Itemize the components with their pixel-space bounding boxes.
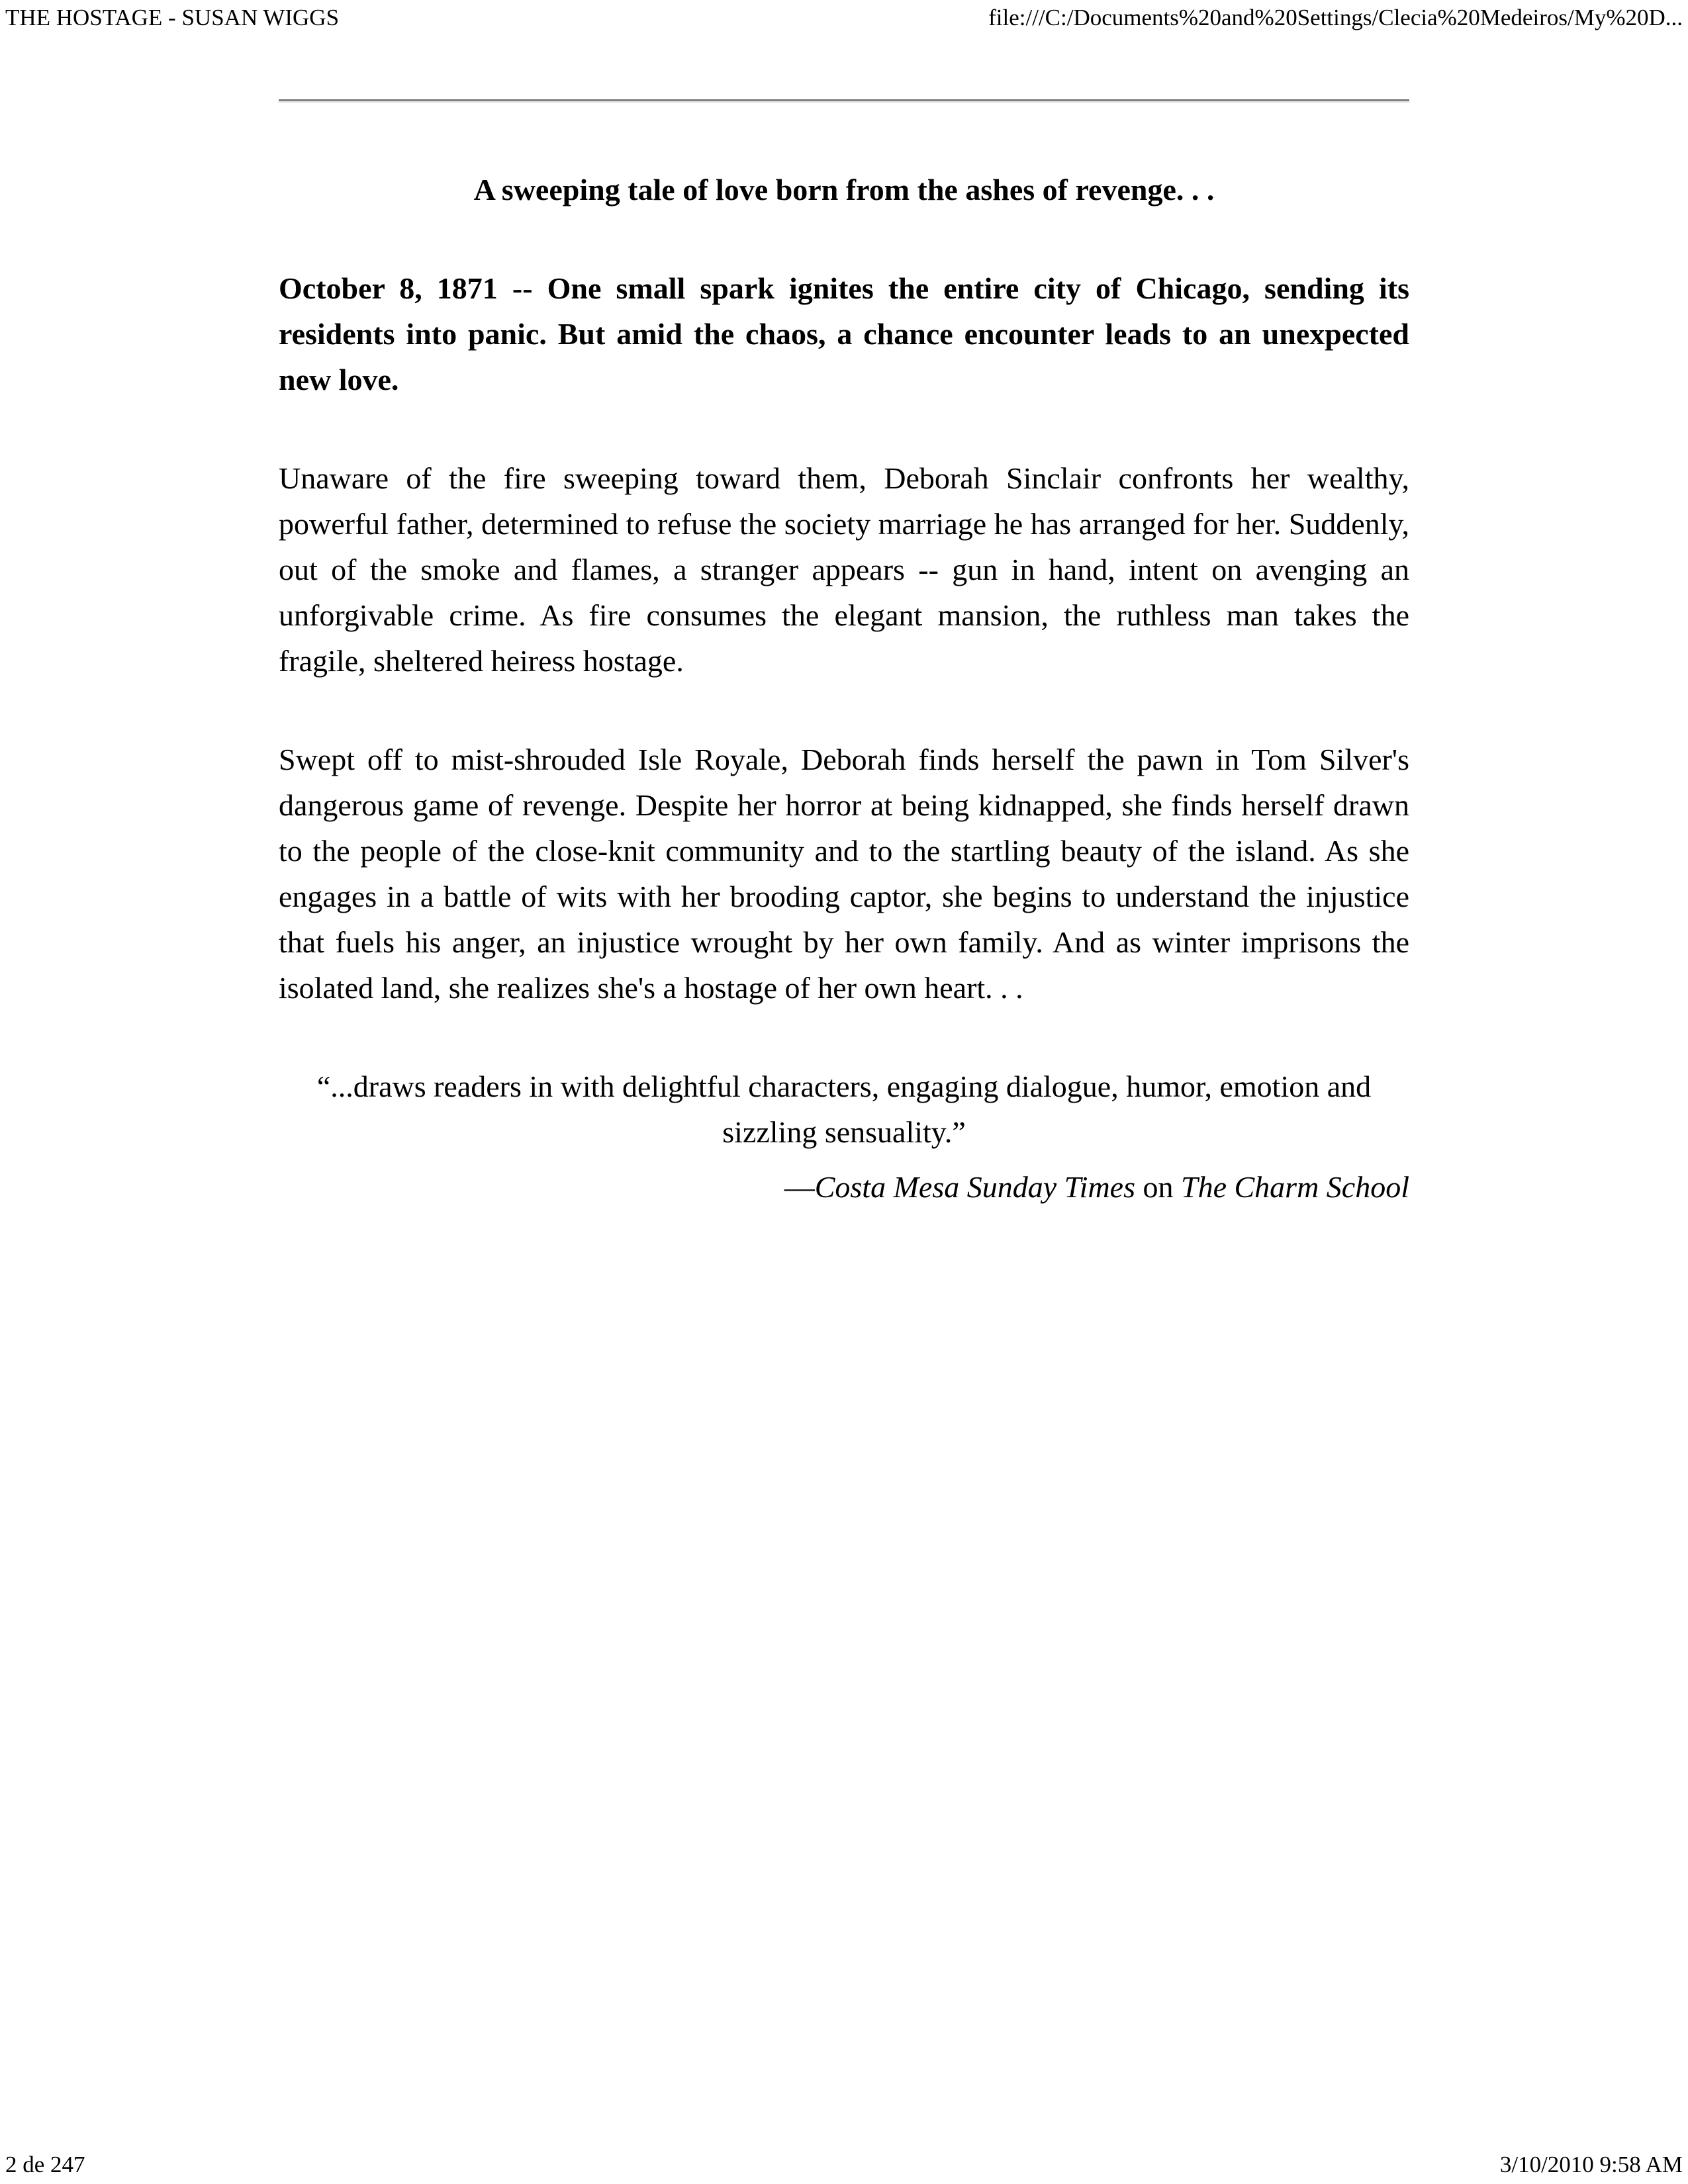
attribution-dash: — (784, 1170, 815, 1204)
attribution-source: Costa Mesa Sunday Times (814, 1170, 1135, 1204)
synopsis-paragraph-1: Unaware of the fire sweeping toward them, Deborah Sinclair confronts her wealthy, powerful father, determined to refuse the society marriage he has arranged for her. Suddenly, out of the smoke and flames, a stranger appears -- gun in hand, intent on avenging an unforgivable crime. As fire consumes the elegant mansion, the ruthless man takes the fragile, sheltered heiress hostage. (279, 461, 1409, 678)
review-attribution (279, 1164, 1409, 1210)
synopsis-paragraph-2: Swept off to mist-shrouded Isle Royale, Deborah finds herself the pawn in Tom Silver's dangerous game of revenge. Despite her horror at being kidnapped, she finds herself drawn to the people of the close-knit community and to the startling beauty of the island. As she engages in a battle of wits with her brooding captor, she begins to understand the injustice that fuels his anger, an injustice wrought by her own family. And as winter imprisons the isolated land, she realizes she's a hostage of her own heart. . . (279, 743, 1409, 1005)
print-footer (5, 2151, 1683, 2179)
page-number: 2 de 247 (5, 2152, 85, 2177)
top-divider (279, 99, 1409, 103)
tagline: A sweeping tale of love born from the ashes of revenge. . . (473, 173, 1215, 206)
book-blurb-page (279, 99, 1409, 1210)
document-title: THE HOSTAGE - SUSAN WIGGS (5, 5, 340, 30)
print-timestamp: 3/10/2010 9:58 AM (1499, 2152, 1683, 2177)
attribution-connector: on (1135, 1170, 1181, 1204)
file-url: file:///C:/Documents%20and%20Settings/Clecia%20Medeiros/My%20D... (988, 5, 1683, 30)
lead-paragraph: October 8, 1871 -- One small spark ignites the entire city of Chicago, sending its residents into panic. But amid the chaos, a chance encounter leads to an unexpected new love. (279, 271, 1409, 396)
attribution-work: The Charm School (1181, 1170, 1409, 1204)
review-quote: “...draws readers in with delightful characters, engaging dialogue, humor, emotion and sizzling sensuality.” (316, 1069, 1372, 1149)
print-header (5, 4, 1683, 32)
